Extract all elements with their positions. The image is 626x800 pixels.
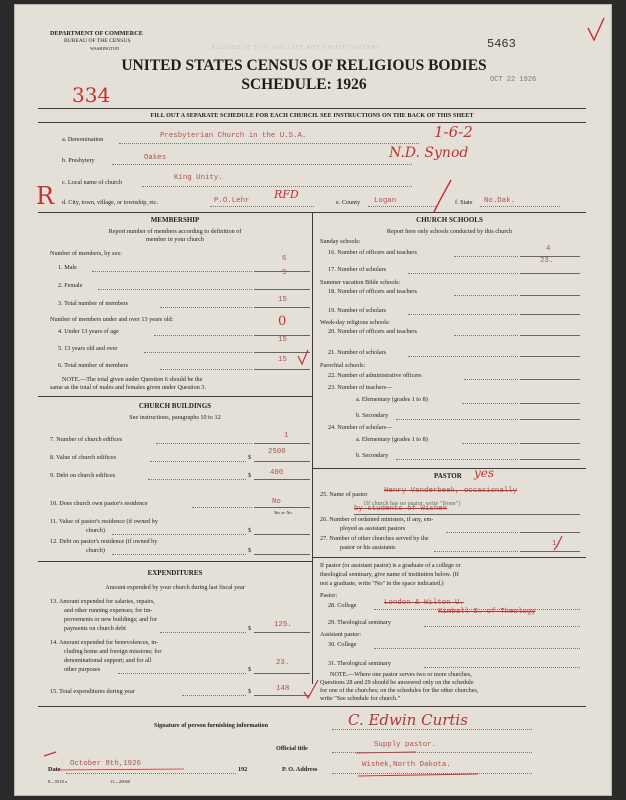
total-members-2-label: 6. Total number of members <box>58 362 129 369</box>
q17-label: 17. Number of scholars <box>328 266 387 273</box>
q20-label: 20. Number of officers and teachers <box>328 328 417 335</box>
date-underline-mark <box>54 769 184 770</box>
pastor-note-2: Questions 28 and 29 should be answered only on the schedule <box>320 679 474 686</box>
handwritten-rfd: RFD <box>274 188 299 201</box>
official-title-label: Official title <box>276 745 308 752</box>
date-value: October 8th,1926 <box>70 760 141 768</box>
membership-note-2: same as the total of males and females given under Question 3. <box>50 384 207 391</box>
local-name-label: c. Local name of church <box>62 179 122 186</box>
q21-label: 21. Number of scholars <box>328 349 387 356</box>
total-members-value: 15 <box>278 296 287 304</box>
male-label: 1. Male <box>58 264 77 271</box>
q9-label: 9. Debt on church edifices <box>50 472 116 479</box>
under-13-value: 0 <box>278 314 287 329</box>
q11-label-1: 11. Value of pastor's residence (if owned by <box>50 518 158 525</box>
q7-label: 7. Number of church edifices <box>50 436 123 443</box>
members-by-sex-label: Number of members, by sex: <box>50 250 122 257</box>
q14-value: 23. <box>276 659 290 667</box>
margin-tick-mark <box>44 752 56 756</box>
expenditures-heading: EXPENDITURES <box>147 569 203 577</box>
q13-dollar: $ <box>248 625 252 632</box>
q14-line-1: 14. Amount expended for benevolences, in- <box>50 639 159 646</box>
under-13-label: 4. Under 13 years of age <box>58 328 119 335</box>
q30-label: 30. College <box>328 641 357 648</box>
age-intro-label: Number of members under and over 13 years old: <box>50 316 174 323</box>
q14-dollar: $ <box>248 666 252 673</box>
q12-dollar: $ <box>248 547 252 554</box>
q24a-label: a. Elementary (grades 1 to 8) <box>356 436 428 443</box>
denomination-value: Presbyterian Church in the U.S.A. <box>160 132 307 140</box>
female-value: 9 <box>282 269 287 277</box>
q8-label: 8. Value of church edifices <box>50 454 117 461</box>
q24b-label: b. Secondary <box>356 452 389 459</box>
q10-hint: Yes or No <box>274 510 292 515</box>
q9-dollar: $ <box>248 472 252 479</box>
pastor-sub-label: Pastor: <box>320 592 338 599</box>
q13-line-2: and other running expenses; for im- <box>64 607 153 614</box>
sunday-schools-label: Sunday schools: <box>320 238 361 245</box>
presbytery-value: Oakes <box>144 154 167 162</box>
pastor-note-3: for one of the churches; on the schedules for the other churches, <box>320 687 479 694</box>
q31-label: 31. Theological seminary <box>328 660 391 667</box>
pastor-note-1: NOTE.—Where one pastor serves two or more churches, <box>330 671 472 678</box>
denomination-label: a. Denomination <box>62 136 104 143</box>
handwritten-synod: N.D. Synod <box>389 145 469 161</box>
county-check-mark <box>434 180 451 212</box>
local-name-value: King Unity. <box>174 174 223 182</box>
buildings-heading: CHURCH BUILDINGS <box>138 402 212 410</box>
expenditures-intro: Amount expended by your church during last fiscal year <box>105 584 245 591</box>
q27-line-1: 27. Number of other churches served by the <box>320 535 429 542</box>
receipt-stamp-date: OCT 22 1926 <box>490 76 537 84</box>
schools-heading: CHURCH SCHOOLS <box>416 216 483 224</box>
q16-label: 16. Number of officers and teachers <box>328 249 417 256</box>
q13-line-1: 13. Amount expended for salaries, repairs, <box>50 598 155 605</box>
census-schedule-sheet <box>14 4 612 796</box>
county-label: e. County <box>336 199 361 206</box>
female-label: 2. Female <box>58 282 83 289</box>
date-label: Date <box>48 766 61 773</box>
college-note-3: not a graduate, write "No" in the space indicated.) <box>320 580 444 587</box>
over-13-value: 15 <box>278 336 287 344</box>
address-underline-mark <box>358 774 478 776</box>
q29-value: Kimball S. of Theology <box>438 608 536 616</box>
print-number: 11—20060 <box>110 779 131 784</box>
over-13-label: 5. 13 years old and over <box>58 345 118 352</box>
q23b-label: b. Secondary <box>356 412 389 419</box>
q9-value: 400 <box>270 469 284 477</box>
q8-dollar: $ <box>248 454 252 461</box>
q25-label: 25. Name of pastor <box>320 491 368 498</box>
total-members-label: 3. Total number of members <box>58 300 129 307</box>
q17-value: 23. <box>540 257 554 265</box>
male-value: 6 <box>282 255 287 263</box>
membership-heading: MEMBERSHIP <box>150 216 200 224</box>
handwritten-code: 1-6-2 <box>434 123 473 141</box>
assistant-sub-label: Assistant pastor: <box>320 631 362 638</box>
membership-intro-2: member in your church <box>146 236 204 243</box>
department-name: DEPARTMENT OF COMMERCE <box>50 30 143 37</box>
q13-value: 125. <box>274 621 292 629</box>
total-members-2-value: 15 <box>278 356 287 364</box>
q16-value: 4 <box>546 245 551 253</box>
bureau-name: BUREAU OF THE CENSUS <box>64 38 131 44</box>
state-label: f. State <box>455 199 473 206</box>
q12-label-1: 12. Debt on pastor's residence (if owned by <box>50 538 158 545</box>
q10-label: 10. Does church own pastor's residence <box>50 500 148 507</box>
college-note-2: theological seminary, give name of institution below. (If <box>320 571 459 578</box>
top-right-check-mark <box>588 18 604 40</box>
bleed-through-text: INSTRUCTIONS FOR FILLING OUT SCHEDULE <box>210 44 379 51</box>
q25-note: (If church has no pastor, write "None") <box>364 500 461 507</box>
parochial-schools-label: Parochial schools: <box>320 362 366 369</box>
q15-value: 148 <box>276 685 290 693</box>
q23a-label: a. Elementary (grades 1 to 8) <box>356 396 428 403</box>
buildings-intro: See instructions, paragraphs 10 to 12 <box>129 414 221 421</box>
state-value: No.Dak. <box>484 197 516 205</box>
q11-label-2: church) <box>86 527 105 534</box>
q25-value-2: by students of Wishek <box>354 505 448 513</box>
handwritten-number: 334 <box>72 83 111 107</box>
presbytery-label: b. Presbytery <box>62 157 95 164</box>
form-title: UNITED STATES CENSUS OF RELIGIOUS BODIES <box>121 57 487 74</box>
q8-value: 2500 <box>268 448 286 456</box>
official-title-value: Supply pastor. <box>374 741 437 749</box>
pastor-note-4: write "See schedule for church." <box>320 695 401 702</box>
form-subtitle: SCHEDULE: 1926 <box>241 76 367 93</box>
q22-label: 22. Number of administrative officers <box>328 372 422 379</box>
q15-label: 15. Total expenditures during year <box>50 688 135 695</box>
q23-label: 23. Number of teachers— <box>328 384 393 391</box>
membership-note-1: NOTE.—The total given under Question 6 should be the <box>62 376 203 383</box>
city-label: d. City, town, village, or township, etc. <box>62 199 159 206</box>
q14-line-2: cluding home and foreign missions; for <box>64 648 162 655</box>
pastor-heading: PASTOR <box>434 472 462 480</box>
city-value: P.O.Lehr <box>214 197 250 205</box>
college-note-1: If pastor (or assistant pastor) is a graduate of a college or <box>320 562 461 569</box>
schools-intro: Report here only schools conducted by this church <box>386 228 513 235</box>
q13-line-3: provements or new buildings; and for <box>64 616 157 623</box>
membership-intro-1: Report number of members according to definition of <box>108 228 242 235</box>
bureau-city: WASHINGTON <box>90 46 120 51</box>
q27-line-2: pastor or his assistants <box>340 544 396 551</box>
q28-label: 28. College <box>328 602 357 609</box>
q27-value: 1 <box>552 540 557 548</box>
q24-label: 24. Number of scholars— <box>328 424 393 431</box>
weekday-schools-label: Week-day religious schools: <box>320 319 390 326</box>
q15-dollar: $ <box>248 688 252 695</box>
q14-line-3: denominational support; and for all <box>64 657 152 664</box>
signature-value: C. Edwin Curtis <box>348 711 468 729</box>
serial-number: 5463 <box>487 37 516 51</box>
form-number: 8—5518 a <box>48 779 67 784</box>
q10-value: No <box>272 498 281 506</box>
q11-dollar: $ <box>248 527 252 534</box>
q12-label-2: church) <box>86 547 105 554</box>
signature-label: Signature of person furnishing information <box>154 722 269 729</box>
pastor-heading-note: yes <box>474 466 495 480</box>
q19-label: 19. Number of scholars <box>328 307 387 314</box>
address-value: Wishek,North Dakota. <box>362 761 451 769</box>
form-instruction: FILL OUT A SEPARATE SCHEDULE FOR EACH CHURCH. SEE INSTRUCTIONS ON THE BACK OF THIS SHEET <box>150 112 474 119</box>
q26-line-2: ployed as assistant pastors <box>340 525 406 532</box>
handwritten-r: R <box>36 182 55 210</box>
q7-value: 1 <box>284 432 289 440</box>
summer-schools-label: Summer vacation Bible schools: <box>320 279 401 286</box>
q29-label: 29. Theological seminary <box>328 619 391 626</box>
q26-line-1: 26. Number of ordained ministers, if any, em- <box>320 516 434 523</box>
date-suffix: 192 <box>238 766 248 773</box>
address-label: P. O. Address <box>282 766 318 773</box>
county-value: Logan <box>374 197 397 205</box>
q25-value: Henry Vanderbeek, occasionally <box>384 487 518 495</box>
q28-value: London & Wilton U. <box>384 599 464 607</box>
q13-line-4: payments on church debt <box>64 625 127 632</box>
q14-line-4: other purposes <box>64 666 101 673</box>
q18-label: 18. Number of officers and teachers <box>328 288 417 295</box>
